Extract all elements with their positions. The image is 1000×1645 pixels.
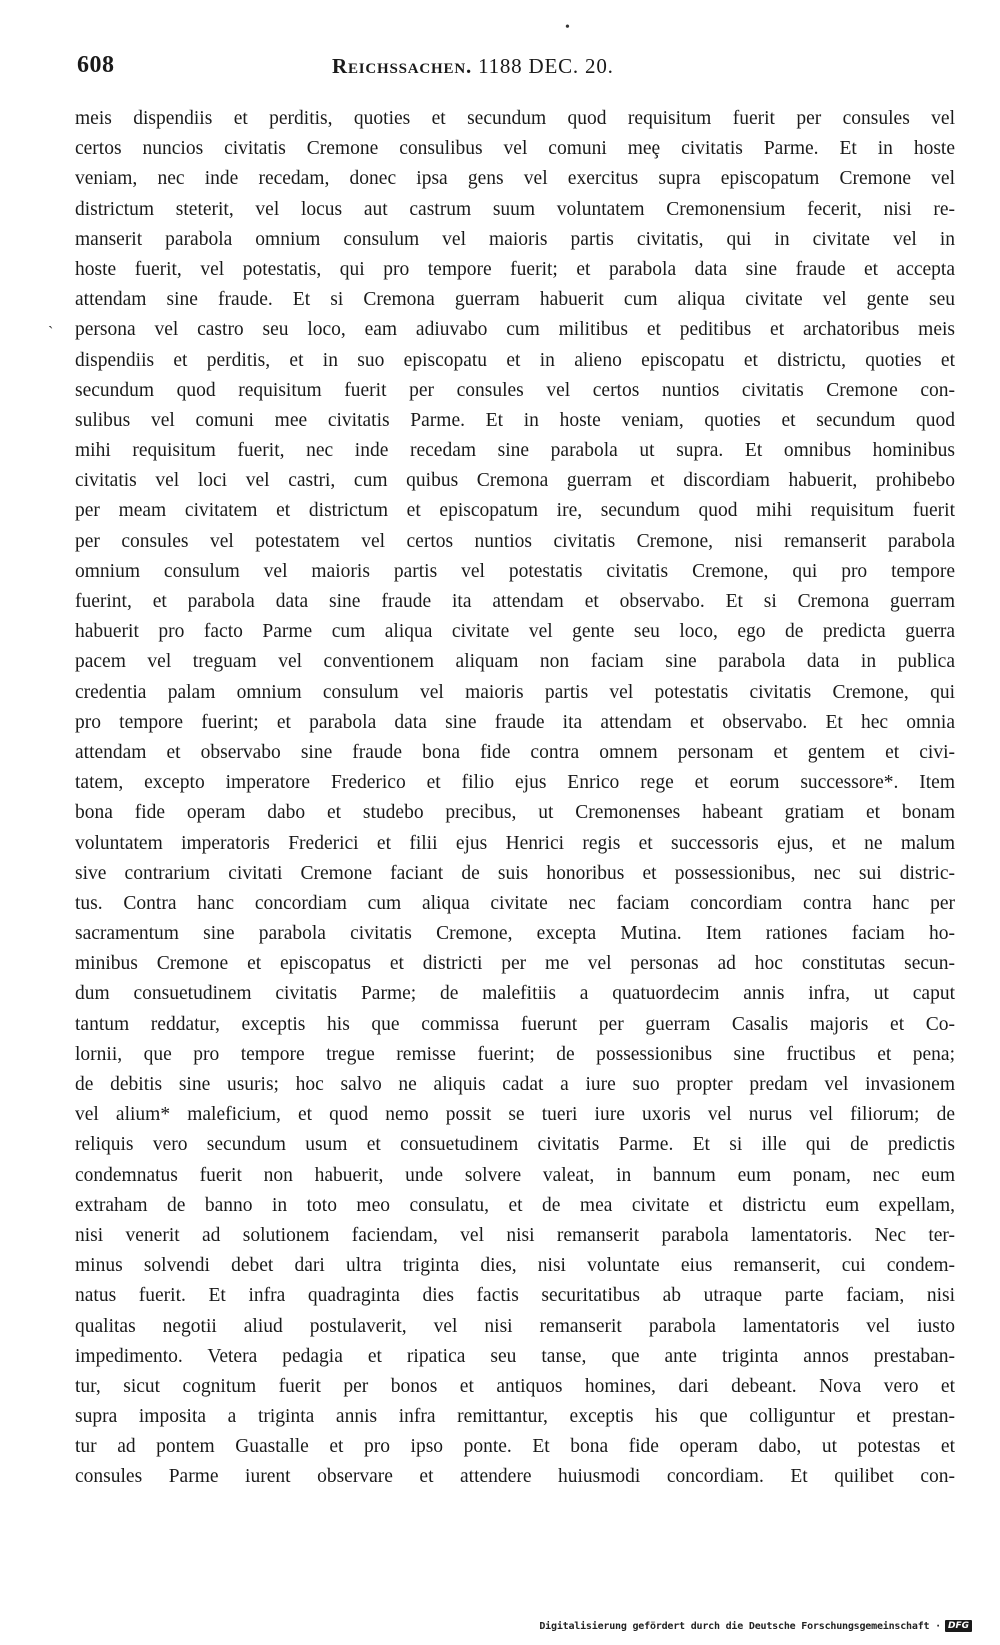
text-line: consules Parme iurent observare et attendere huiusmodi concordiam. Et quilibet con- [75, 1466, 955, 1488]
text-line: voluntatem imperatoris Frederici et filii ejus Henrici regis et successoris ejus, et ne malum [75, 832, 955, 854]
text-line: lornii, que pro tempore tregue remisse fuerint; de possessionibus sine fructibus et pena; [75, 1043, 955, 1065]
text-line: fuerint, et parabola data sine fraude ita attendam et observabo. Et si Cremona guerram [75, 591, 955, 612]
text-line: minus solvendi debet dari ultra triginta dies, nisi voluntate eius remanserit, cui condem- [75, 1255, 955, 1277]
text-line: attendam et observabo sine fraude bona fide contra omnem personam et gentem et civi- [75, 741, 955, 763]
text-line: secundum quod requisitum fuerit per consules vel certos nuntios civitatis Cremone con- [75, 379, 955, 401]
text-line: tatem, excepto imperatore Frederico et filio ejus Enrico rege et eorum successore*. Item [75, 772, 955, 794]
text-line: sacramentum sine parabola civitatis Cremone, excepta Mutina. Item rationes faciam ho- [75, 923, 955, 945]
text-line: impedimento. Vetera pedagia et ripatica seu tanse, que ante triginta annos prestaban- [75, 1345, 955, 1367]
text-line: sive contrarium civitati Cremone faciant de suis honoribus et possessionibus, nec sui distric- [75, 862, 955, 884]
dfg-logo: DFG [945, 1620, 972, 1632]
text-line: natus fuerit. Et infra quadraginta dies factis securitatibus ab utraque parte faciam, nisi [75, 1285, 955, 1307]
text-line: civitatis vel loci vel castri, cum quibus Cremona guerram et discordiam habuerit, prohibebo [75, 470, 955, 492]
footer-credit [539, 1617, 972, 1635]
text-line: veniam, nec inde recedam, donec ipsa gens vel exercitus supra episcopatum Cremone vel [75, 168, 955, 190]
running-title-caps: Reichssachen. [332, 54, 473, 78]
text-line: omnium consulum vel maioris partis vel potestatis civitatis Cremone, qui pro tempore [75, 560, 955, 582]
text-line: reliquis vero secundum usum et consuetudinem civitatis Parme. Et si ille qui de predictis [75, 1134, 955, 1156]
text-line: dispendiis et perditis, et in suo episcopatu et in alieno episcopatu et districtu, quoties et [75, 349, 955, 371]
text-line: dum consuetudinem civitatis Parme; de malefitiis a quatuordecim annis infra, ut caput [75, 983, 955, 1005]
text-line: tur, sicut cognitum fuerit per bonos et antiquos homines, dari debeant. Nova vero et [75, 1375, 955, 1397]
page-number: 608 [77, 52, 115, 78]
text-line: nisi venerit ad solutionem faciendam, vel nisi remanserit parabola lamentatoris. Nec ter- [75, 1224, 955, 1246]
text-line: meis dispendiis et perditis, quoties et secundum quod requisitum fuerit per consules vel [75, 108, 955, 129]
body-text [75, 104, 955, 1493]
text-line: hoste fuerit, vel potestatis, qui pro tempore fuerit; et parabola data sine fraude et accepta [75, 258, 955, 280]
text-line: supra imposita a triginta annis infra remittantur, exceptis his que colliguntur et prestan- [75, 1406, 955, 1428]
running-title [332, 54, 614, 79]
text-line: tantum reddatur, exceptis his que commissa fuerunt per guerram Casalis majoris et Co- [75, 1013, 955, 1035]
text-line: pacem vel treguam vel conventionem aliquam non faciam sine parabola data in publica [75, 651, 955, 673]
text-line: habuerit pro facto Parme cum aliqua civitate vel gente seu loco, ego de predicta guerra [75, 621, 955, 643]
text-line: per meam civitatem et districtum et episcopatum ire, secundum quod mihi requisitum fuerit [75, 500, 955, 522]
text-line: vel alium* maleficium, et quod nemo possit se tueri iure uxoris vel nurus vel filiorum; de [75, 1104, 955, 1126]
text-line: bona fide operam dabo et studebo precibus, ut Cremonenses habeant gratiam et bonam [75, 802, 955, 824]
text-line: districtum steterit, vel locus aut castrum suum voluntatem Cremonensium fecerit, nisi re- [75, 198, 955, 220]
text-line: tur ad pontem Guastalle et pro ipso ponte. Et bona fide operam dabo, ut potestas et [75, 1436, 955, 1458]
text-line: de debitis sine usuris; hoc salvo ne aliquis cadat a iure suo propter predam vel invasionem [75, 1074, 955, 1095]
text-line: attendam sine fraude. Et si Cremona guerram habuerit cum aliqua civitate vel gente seu [75, 289, 955, 311]
text-line: manserit parabola omnium consulum vel maioris partis civitatis, qui in civitate vel in [75, 228, 955, 250]
text-line: credentia palam omnium consulum vel maioris partis vel potestatis civitatis Cremone, qui [75, 681, 955, 703]
text-line: minibus Cremone et episcopatus et districti per me vel personas ad hoc constitutas secun- [75, 953, 955, 975]
text-line: mihi requisitum fuerit, nec inde recedam sine parabola ut supra. Et omnibus hominibus [75, 440, 955, 462]
text-line: qualitas negotii aliud postulaverit, vel nisi remanserit parabola lamentatoris vel iusto [75, 1315, 955, 1337]
text-line: extraham de banno in toto meo consulatu, et de mea civitate et districtu eum expellam, [75, 1194, 955, 1216]
running-title-date: 1188 DEC. 20. [472, 54, 614, 78]
text-line: per consules vel potestatem vel certos nuntios civitatis Cremone, nisi remanserit parabola [75, 530, 955, 552]
text-line: condemnatus fuerit non habuerit, unde solvere valeat, in bannum eum ponam, nec eum [75, 1164, 955, 1186]
text-line: pro tempore fuerint; et parabola data sine fraude ita attendam et observabo. Et hec omnia [75, 711, 955, 733]
funding-credit-text: Digitalisierung gefördert durch die Deutsche Forschungsgemeinschaft · [539, 1620, 941, 1632]
text-line: certos nuncios civitatis Cremone consulibus vel comuni meȩ civitatis Parme. Et in hoste [75, 138, 955, 160]
top-dot-mark: • [565, 20, 570, 35]
running-head [77, 52, 957, 86]
text-line: persona vel castro seu loco, eam adiuvabo cum militibus et peditibus et archatoribus meis [75, 319, 955, 341]
text-line: tus. Contra hanc concordiam cum aliqua civitate nec faciam concordiam contra hanc per [75, 892, 955, 914]
text-line: sulibus vel comuni mee civitatis Parme. Et in hoste veniam, quoties et secundum quod [75, 409, 955, 431]
margin-mark: ˋ [48, 324, 54, 341]
